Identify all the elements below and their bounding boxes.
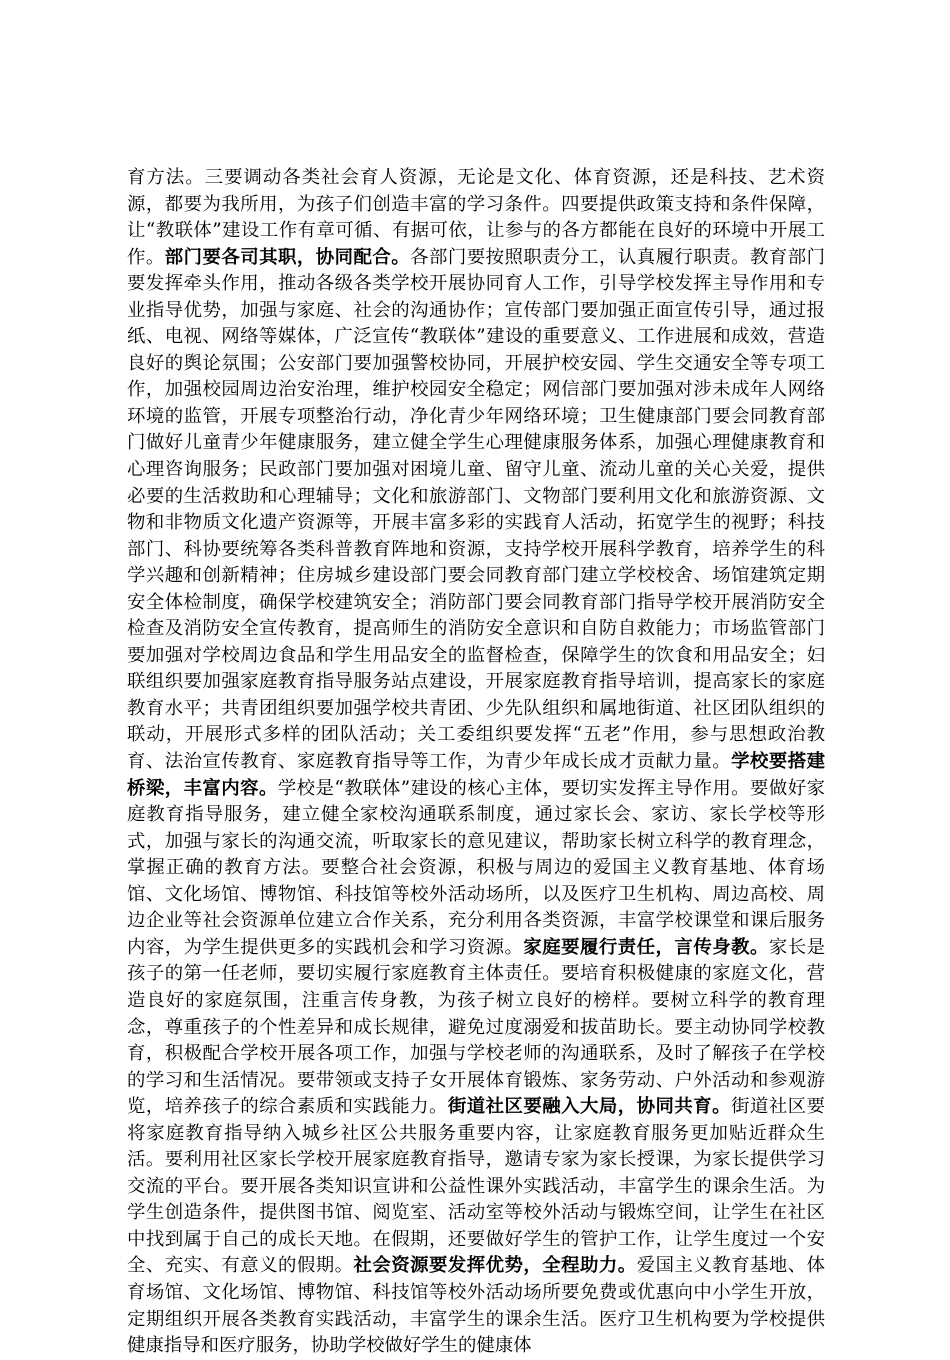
body-paragraph [127, 165, 825, 1360]
bold-heading-families: 家庭要履行责任，言传身教。 [523, 936, 769, 958]
text-run: 爱国主义教育基地、体育场馆、文化场馆、博物馆、科技馆等校外活动场所要免费或优惠向中小学生开放，定期组织开展各类教育实践活动，丰富学生的课余生活。医疗卫生机构要为学校提供健康指导和医疗服务，协助学校做好学生的健康体 [127, 1255, 825, 1357]
text-run: 各部门要按照职责分工，认真履行职责。教育部门要发挥牵头作用，推动各级各类学校开展协同育人工作，引导学校发挥主导作用和专业指导优势，加强与家庭、社会的沟通协作；宣传部门要加强正面宣传引导，通过报纸、电视、网络等媒体，广泛宣传“教联体”建设的重要意义、工作进展和成效，营造良好的舆论氛围；公安部门要加强警校协同，开展护校安园、学生交通安全等专项工作，加强校园周边治安治理，维护校园安全稳定；网信部门要加强对涉未成年人网络环境的监管，开展专项整治行动，净化青少年网络环境；卫生健康部门要会同教育部门做好儿童青少年健康服务，建立健全学生心理健康服务体系，加强心理健康教育和心理咨询服务；民政部门要加强对困境儿童、留守儿童、流动儿童的关心关爱，提供必要的生活救助和心理辅导；文化和旅游部门、文物部门要利用文化和旅游资源、文物和非物质文化遗产资源等，开展丰富多彩的实践育人活动，拓宽学生的视野；科技部门、科协要统筹各类科普教育阵地和资源，支持学校开展科学教育，培养学生的科学兴趣和创新精神；住房城乡建设部门要会同教育部门建立学校校舍、场馆建筑定期安全体检制度，确保学校建筑安全；消防部门要会同教育部门指导学校开展消防安全检查及消防安全宣传教育，提高师生的消防安全意识和自防自救能力；市场监管部门要加强对学校周边食品和学生用品安全的监督检查，保障学生的饮食和用品安全；妇联组织要加强家庭教育指导服务站点建设，开展家庭教育指导培训，提高家长的家庭教育水平；共青团组织要加强学校共青团、少先队组织和属地街道、社区团队组织的联动，开展形式多样的团队活动；关工委组织要发挥“五老”作用，参与思想政治教育、法治宣传教育、家庭教育指导等工作，为青少年成长成才贡献力量。 [127, 246, 825, 773]
bold-heading-social-resources: 社会资源要发挥优势，全程助力。 [353, 1255, 637, 1277]
bold-heading-schools: 学校要搭建桥梁，丰富内容。 [127, 751, 825, 799]
bold-heading-communities: 街道社区要融入大局，协同共育。 [447, 1096, 732, 1118]
text-run: 家长是孩子的第一任老师，要切实履行家庭教育主体责任。要培育积极健康的家庭文化，营造良好的家庭氛围，注重言传身教，为孩子树立良好的榜样。要树立科学的教育理念，尊重孩子的个性差异和成长规律，避免过度溺爱和拔苗助长。要主动协同学校教育，积极配合学校开展各项工作，加强与学校老师的沟通联系，及时了解孩子在学校的学习和生活情况。要带领或支持子女开展体育锻炼、家务劳动、户外活动和参观游览，培养孩子的综合素质和实践能力。 [127, 936, 825, 1118]
text-run: 街道社区要将家庭教育指导纳入城乡社区公共服务重要内容，让家庭教育服务更加贴近群众生活。要利用社区家长学校开展家庭教育指导，邀请专家为家长授课，为家长提供学习交流的平台。要开展各类知识宣讲和公益性课外实践活动，丰富学生的课余生活。为学生创造条件，提供图书馆、阅览室、活动室等校外活动与锻炼空间，让学生在社区中找到属于自己的成长天地。在假期，还要做好学生的管护工作，让学生度过一个安全、充实、有意义的假期。 [127, 1096, 825, 1277]
text-run: 学校是“教联体”建设的核心主体，要切实发挥主导作用。要做好家庭教育指导服务，建立健全家校沟通联系制度，通过家长会、家访、家长学校等形式，加强与家长的沟通交流，听取家长的意见建议，帮助家长树立科学的教育理念，掌握正确的教育方法。要整合社会资源，积极与周边的爱国主义教育基地、体育场馆、文化场馆、博物馆、科技馆等校外活动场所，以及医疗卫生机构、周边高校、周边企业等社会资源单位建立合作关系，充分利用各类资源，丰富学校课堂和课后服务内容，为学生提供更多的实践机会和学习资源。 [127, 777, 825, 958]
text-run: 育方法。三要调动各类社会育人资源，无论是文化、体育资源，还是科技、艺术资源，都要为我所用，为孩子们创造丰富的学习条件。四要提供政策支持和条件保障，让“教联体”建设工作有章可循、有据可依，让参与的各方都能在良好的环境中开展工作。 [127, 167, 825, 268]
bold-heading-departments: 部门要各司其职，协同配合。 [164, 246, 411, 268]
document-page [127, 165, 825, 1360]
